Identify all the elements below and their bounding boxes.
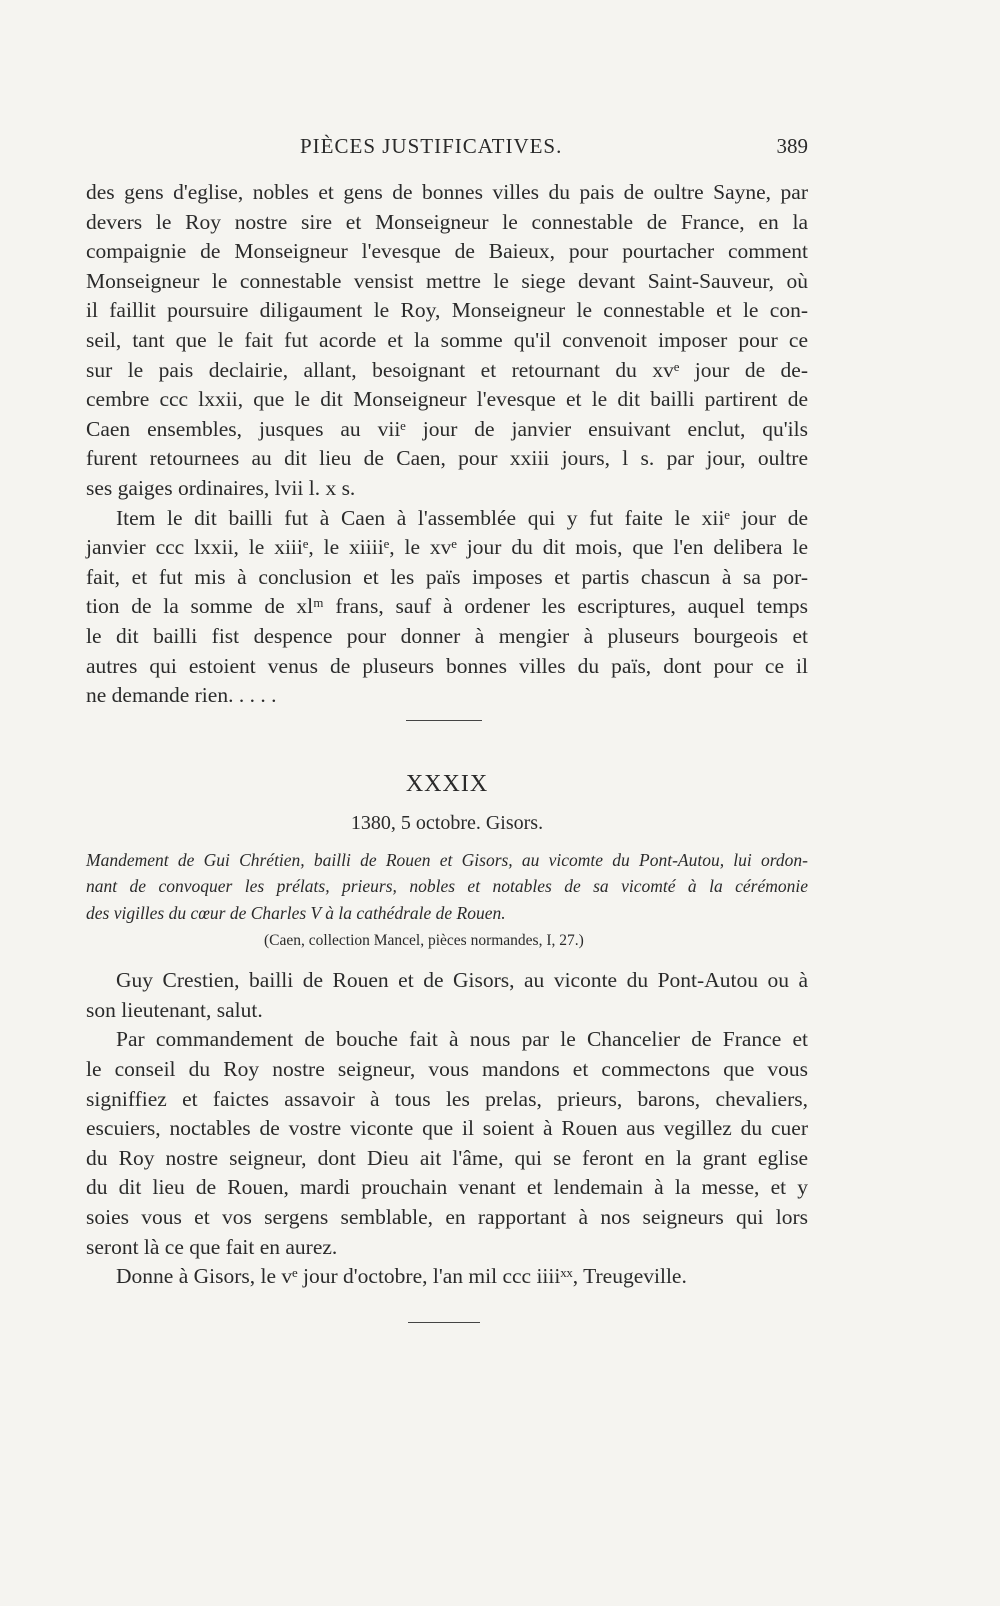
paragraph-continued	[86, 178, 808, 504]
text-line: le dit bailli fist despence pour donner à mengier à pluseurs bourgeois et	[86, 623, 808, 648]
text-line: le conseil du Roy nostre seigneur, vous mandons et commectons que vous	[86, 1056, 808, 1081]
text-line: Donne à Gisors, le vᵉ jour d'octobre, l'an mil ccc iiiiˣˣ, Treugeville.	[116, 1264, 687, 1289]
text-line: compaignie de Monseigneur l'evesque de Baieux, pour pourtacher comment	[86, 239, 808, 264]
summary-line: Mandement de Gui Chrétien, bailli de Rouen et Gisors, au vicomte du Pont-Autou, lui ordon-	[86, 849, 808, 870]
text-line: du dit lieu de Rouen, mardi prouchain venant et lendemain à la messe, et y	[86, 1175, 808, 1200]
summary-line: nant de convoquer les prélats, prieurs, nobles et notables de sa vicomté à la cérémonie	[86, 876, 808, 897]
source-citation: (Caen, collection Mancel, pièces normandes, I, 27.)	[264, 932, 584, 950]
text-line: seront là ce que fait en aurez.	[86, 1234, 338, 1259]
summary-line: des vigilles du cœur de Charles V à la cathédrale de Rouen.	[86, 902, 506, 923]
text-line: soies vous et vos sergens semblable, en rapportant à nos seigneurs qui lors	[86, 1204, 808, 1229]
text-line: devers le Roy nostre sire et Monseigneur le connestable de France, en la	[86, 209, 808, 234]
document-number: XXXIX	[405, 770, 489, 797]
section-divider	[406, 720, 482, 721]
text-line: Guy Crestien, bailli de Rouen et de Gisors, au viconte du Pont-Autou ou à	[116, 968, 808, 993]
letter-text	[86, 966, 808, 1292]
text-line: fait, et fut mis à conclusion et les païs imposes et partis chascun à sa por-	[86, 564, 808, 589]
text-line: il faillit poursuire diligaument le Roy, Monseigneur le connestable et le con-	[86, 298, 808, 323]
document-summary	[86, 847, 808, 927]
text-line: Item le dit bailli fut à Caen à l'assemblée qui y fut faite le xiiᵉ jour de	[116, 505, 808, 530]
document-date: 1380, 5 octobre. Gisors.	[350, 811, 544, 834]
text-line: Par commandement de bouche fait à nous par le Chancelier de France et	[116, 1027, 808, 1052]
text-line: autres qui estoient venus de pluseurs bonnes villes du païs, dont pour ce il	[86, 653, 808, 678]
page-body	[86, 178, 808, 1323]
text-line: ses gaiges ordinaires, lvii l. x s.	[86, 475, 356, 500]
text-line: des gens d'eglise, nobles et gens de bonnes villes du pais de oultre Sayne, par	[86, 180, 808, 204]
running-title: PIÈCES JUSTIFICATIVES.	[300, 134, 563, 158]
page-number: 389	[776, 134, 808, 158]
text-line: ne demande rien. . . . .	[86, 683, 277, 708]
text-line: son lieutenant, salut.	[86, 997, 263, 1022]
text-line: du Roy nostre seigneur, dont Dieu ait l'âme, qui se feront en la grant eglise	[86, 1145, 808, 1170]
text-line: cembre ccc lxxii, que le dit Monseigneur l'evesque et le dit bailli partirent de	[86, 387, 808, 412]
text-line: Monseigneur le connestable vensist mettre le siege devant Saint-Sauveur, où	[86, 268, 808, 293]
text-line: signiffiez et faictes assavoir à tous les prelas, prieurs, barons, chevaliers,	[86, 1086, 808, 1111]
text-line: escuiers, noctables de vostre viconte que il soient à Rouen aus vegillez du cuer	[86, 1116, 808, 1141]
text-line: Caen ensembles, jusques au viiᵉ jour de janvier ensuivant enclut, qu'ils	[86, 416, 808, 441]
page-header	[86, 134, 806, 164]
text-line: sur le pais declairie, allant, besoignant et retournant du xvᵉ jour de de-	[86, 357, 808, 382]
text-line: janvier ccc lxxii, le xiiiᵉ, le xiiiiᵉ, le xvᵉ jour du dit mois, que l'en delibera le	[86, 535, 808, 560]
text-line: tion de la somme de xlᵐ frans, sauf à ordener les escriptures, auquel temps	[86, 594, 808, 619]
text-line: furent retournees au dit lieu de Caen, pour xxiii jours, l s. par jour, oultre	[86, 446, 808, 471]
paragraph-item	[86, 504, 808, 711]
end-divider	[408, 1322, 480, 1323]
text-line: seil, tant que le fait fut acorde et la somme qu'il convenoit imposer pour ce	[86, 327, 808, 352]
